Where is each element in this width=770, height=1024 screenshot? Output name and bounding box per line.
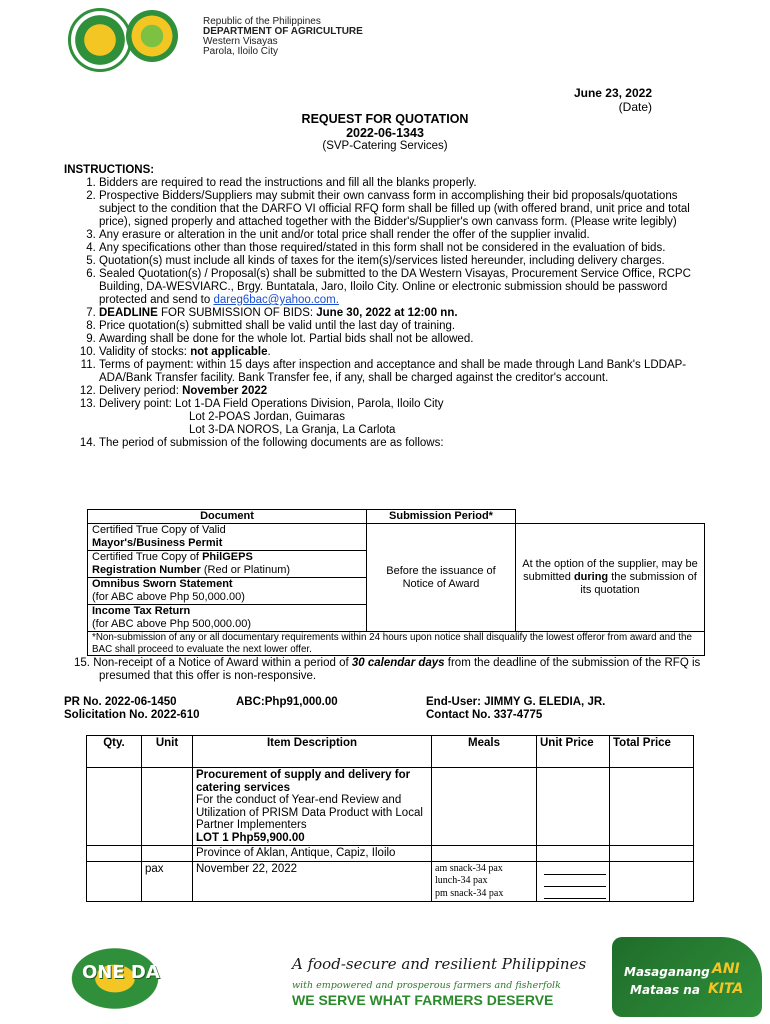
doc-omnibus: Omnibus Sworn Statement (for ABC above Php 50,000.00) [88, 578, 367, 605]
document-title: REQUEST FOR QUOTATION [301, 112, 469, 126]
instruction-item: 8. Price quotation(s) submitted shall be valid until the last day of training. [99, 320, 704, 333]
instructions-list [64, 177, 704, 450]
total-price-cell[interactable] [610, 861, 694, 902]
email-link[interactable]: dareg6bac@yahoo.com. [213, 294, 339, 306]
abc-amount: ABC:Php91,000.00 [236, 696, 338, 708]
footer-slogan: WE SERVE WHAT FARMERS DESERVE [292, 992, 554, 1008]
col-meals: Meals [432, 736, 537, 768]
footer-subtagline: with empowered and prosperous farmers and fisherfolk [292, 980, 561, 991]
instruction-item: 6. Sealed Quotation(s) / Proposal(s) shall be submitted to the DA Western Visayas, Procurement Service Office, RCPC Building, DA-WESVIARC., Brgy. Buntatala, Jaro, Iloilo City. Online or electronic submission should be password protected and send to dareg6bac@yahoo.com. [99, 268, 704, 307]
contact-number: Contact No. 337-4775 [426, 709, 543, 721]
row-unit: pax [142, 861, 193, 902]
col-document: Document [88, 510, 367, 524]
instruction-item: 10. Validity of stocks: not applicable. [99, 346, 704, 359]
instruction-item: 13. Delivery point: Lot 1-DA Field Operations Division, Parola, Iloilo City Lot 2-POAS Jordan, Guimaras Lot 3-DA NOROS, La Granja, La Carlota [99, 398, 704, 437]
col-qty: Qty. [87, 736, 142, 768]
address-line: Parola, Iloilo City [203, 46, 279, 57]
col-submission-period: Submission Period* [367, 510, 516, 524]
republic-line: Republic of the Philippines [203, 16, 321, 27]
instruction-item: 14. The period of submission of the following documents are as follows: [99, 437, 704, 450]
col-unit: Unit [142, 736, 193, 768]
instruction-item: 2. Prospective Bidders/Suppliers may submit their own canvass form in accomplishing their bid proposals/quotations subject to the condition that the DARFO VI official RFQ form shall be filled up (with offered brand, unit price and total price), signed properly and attached together with the Bidder's/Supplier's own canvass form. (Please write legibly) [99, 190, 704, 229]
doc-permit: Certified True Copy of Valid Mayor's/Business Permit [88, 524, 367, 551]
submission-period: Before the issuance of Notice of Award [367, 524, 516, 632]
description-purpose: For the conduct of Year-end Review and Utilization of PRISM Data Product with Local Partner Implementers [196, 794, 423, 831]
unit-price-blanks[interactable] [537, 861, 610, 902]
meals-cell: am snack-34 pax lunch-34 pax pm snack-34 pax [432, 861, 537, 902]
item-description [193, 768, 432, 846]
instructions [64, 164, 704, 450]
department-line: DEPARTMENT OF AGRICULTURE [203, 26, 363, 37]
col-unit-price: Unit Price [537, 736, 610, 768]
footer-tagline: A food-secure and resilient Philippines [292, 955, 587, 973]
masaganang-ani-logo: Masaganang ANI Mataas na KITA [612, 937, 762, 1017]
date-block [574, 86, 652, 114]
end-user: End-User: JIMMY G. ELEDIA, JR. [426, 696, 606, 708]
instruction-item: 9. Awarding shall be done for the whole lot. Partial bids shall not be allowed. [99, 333, 704, 346]
lot1-amount: LOT 1 Php59,900.00 [196, 831, 305, 844]
instruction-item: 12. Delivery period: November 2022 [99, 385, 704, 398]
one-da-logo: ONE DA [60, 940, 170, 1010]
table-row [87, 861, 694, 902]
bagong-pilipinas-logo [126, 10, 178, 62]
date-value: June 23, 2022 [573, 86, 652, 100]
pr-number: PR No. 2022-06-1450 [64, 696, 177, 708]
items-table [86, 735, 694, 902]
rfq-number: 2022-06-1343 [346, 126, 424, 140]
instruction-item: 11. Terms of payment: within 15 days after inspection and acceptance and shall be made through Land Bank's LDDAP-ADA/Bank Transfer facility. Bank Transfer fee, if any, shall be charged against the creditor's account. [99, 359, 704, 385]
instruction-item: 3. Any erasure or alteration in the unit and/or total price shall render the offer of the supplier invalid. [99, 229, 704, 242]
instruction-item-15: 15. Non-receipt of a Notice of Award within a period of 30 calendar days from the deadline of the submission of the RFQ is presumed that this offer is non-responsive. [74, 657, 701, 682]
col-total-price: Total Price [610, 736, 694, 768]
province-cell: Province of Aklan, Antique, Capiz, Iloilo [193, 846, 432, 862]
region-line: Western Visayas [203, 36, 278, 47]
da-seal-logo [68, 8, 132, 72]
date-label: (Date) [618, 100, 652, 114]
doc-philgeps: Certified True Copy of PhilGEPS Registration Number (Red or Platinum) [88, 551, 367, 578]
instruction-item: 1. Bidders are required to read the instructions and fill all the blanks properly. [99, 177, 704, 190]
description-title: Procurement of supply and delivery for catering services [196, 769, 411, 794]
instruction-item: 4. Any specifications other than those required/stated in this form shall not be considered in the evaluation of bids. [99, 242, 704, 255]
row-date: November 22, 2022 [193, 861, 432, 902]
instructions-heading: INSTRUCTIONS: [64, 164, 155, 176]
documents-table [87, 509, 705, 656]
col-item-description: Item Description [193, 736, 432, 768]
submission-option: At the option of the supplier, may be submitted during the submission of its quotation [516, 524, 705, 632]
letterhead [203, 17, 363, 57]
solicitation-number: Solicitation No. 2022-610 [64, 709, 200, 721]
rfq-subtitle: (SVP-Catering Services) [322, 140, 448, 152]
doc-itr: Income Tax Return (for ABC above Php 500,000.00) [88, 605, 367, 632]
instruction-item: 7. DEADLINE FOR SUBMISSION OF BIDS: June 30, 2022 at 12:00 nn. [99, 307, 704, 320]
instruction-item: 5. Quotation(s) must include all kinds of taxes for the item(s)/services listed hereunder, including delivery charges. [99, 255, 704, 268]
documents-note: *Non-submission of any or all documentary requirements within 24 hours upon notice shall disqualify the lowest offeror from award and the BAC shall proceed to evaluate the next lower offer. [88, 632, 705, 656]
